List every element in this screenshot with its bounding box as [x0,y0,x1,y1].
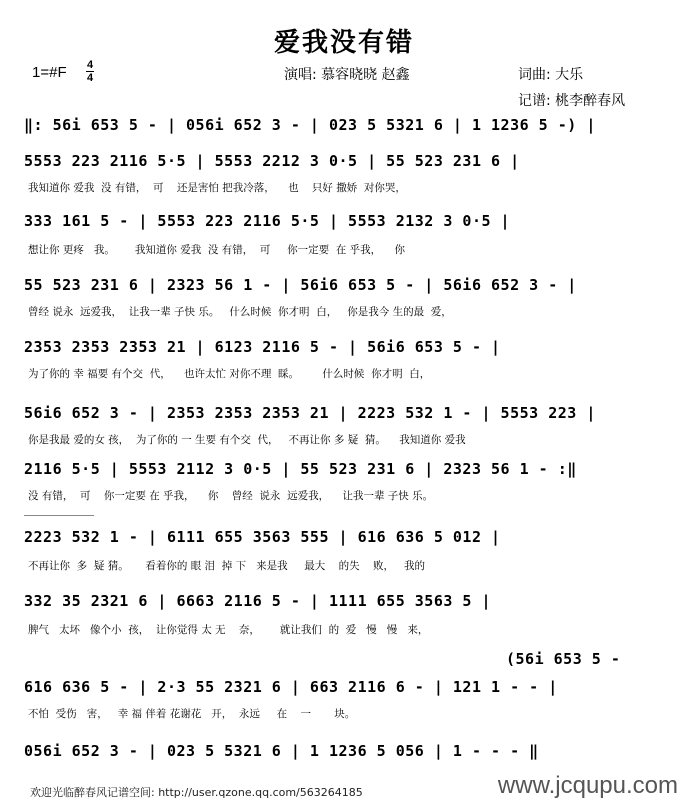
lyric-row: 我知道你 爱我 没 有错， 可 还是害怕 把我冷落， 也 只好 撒娇 对你哭， [28,182,406,194]
volta-bracket [24,515,94,516]
singers-credit: 演唱: 慕容晓晓 赵鑫 [284,67,410,83]
notation-row: 2223 532 1 - | 6111 655 3563 555 | 616 636 5 012 | [24,528,501,546]
notation-row: ‖: 56i 653 5 - | 056i 652 3 - | 023 5 5321 6 | 1 1236 5 -) | [24,116,596,134]
lyric-row: 曾经 说永 远爱我， 让我一辈 子快 乐。 什么时候 你才明 白， 你是我今 生的最 爱， [28,306,452,318]
notation-row: 5553 223 2116 5·5 | 5553 2212 3 0·5 | 55 523 231 6 | [24,152,520,170]
time-signature [86,60,94,83]
notation-row: 2116 5·5 | 5553 2112 3 0·5 | 55 523 231 6 | 2323 56 1 - :‖ [24,460,577,478]
lyric-row: 不怕 受伤 害， 幸 福 伴着 花谢花 开， 永远 在 一 块。 [28,708,356,720]
lyric-row: 为了你的 幸 福要 有个交 代， 也许太忙 对你不理 睬。 什么时候 你才明 白， [28,368,431,380]
notation-row: 2353 2353 2353 21 | 6123 2116 5 - | 56i6 653 5 - | [24,338,501,356]
song-title: 爱我没有错 [273,28,414,58]
lyric-row: 没 有错， 可 你一定要 在 乎我， 你 曾经 说永 远爱我， 让我一辈 子快 乐。 [28,490,434,502]
lyric-row [28,136,668,150]
lyric-row: 你是我最 爱的女 孩， 为了你的 一 生要 有个交 代， 不再让你 多 疑 猜。 我知道你 爱我 [28,434,466,446]
lyric-row: 想让你 更疼 我。 我知道你 爱我 没 有错， 可 你一定要 在 乎我， 你 [28,244,405,256]
notation-row: 056i 652 3 - | 023 5 5321 6 | 1 1236 5 056 | 1 - - - ‖ [24,742,539,760]
notation-row: 332 35 2321 6 | 6663 2116 5 - | 1111 655 3563 5 | [24,592,492,610]
notation-row: 616 636 5 - | 2·3 55 2321 6 | 663 2116 6 - | 121 1 - - | [24,678,558,696]
footer-site-text: 欢迎光临醉春风记谱空间: http://user.qzone.qq.com/563264185 [30,786,363,799]
lyric-row: 不再让你 多 疑 猜。 看着你的 眼 泪 掉 下 来是我 最大 的失 败， 我的 [28,560,425,572]
lyric-row: 脾气 太坏 像个小 孩， 让你觉得 太 无 奈， 就让我们 的 爱 慢 慢 来， [28,624,429,636]
notation-row: 56i6 652 3 - | 2353 2353 2353 21 | 2223 532 1 - | 5553 223 | [24,404,596,422]
notation-row: 55 523 231 6 | 2323 56 1 - | 56i6 653 5 - | 56i6 652 3 - | [24,276,577,294]
time-signature-denominator: 4 [86,72,94,84]
time-signature-numerator: 4 [86,59,94,71]
notation-row: 333 161 5 - | 5553 223 2116 5·5 | 5553 2132 3 0·5 | [24,212,511,230]
notation-row: (56i 653 5 - [506,650,621,668]
watermark: www.jcqupu.com [497,772,678,799]
key-signature: 1=#F [32,64,67,81]
composer-credit: 词曲: 大乐 [518,67,584,83]
notator-credit: 记谱: 桃李醉春风 [518,93,626,109]
